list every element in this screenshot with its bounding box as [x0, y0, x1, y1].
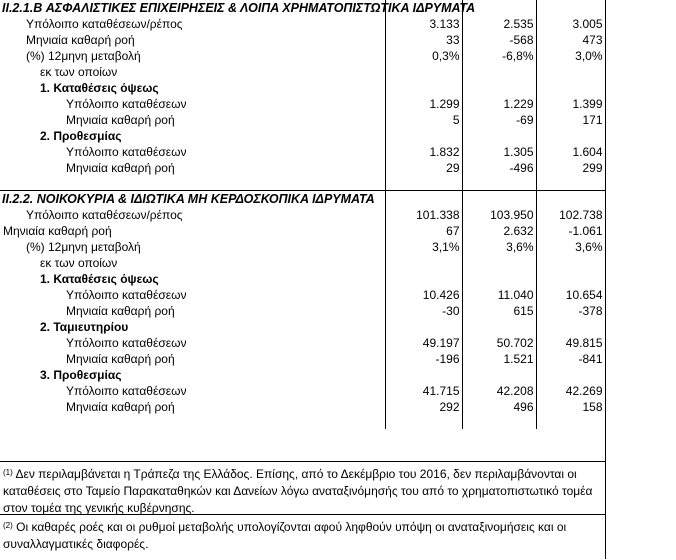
footnote-mark: (2): [3, 521, 13, 530]
table-row: [0, 96, 605, 112]
subsection-header: [0, 319, 605, 335]
cell-value: 3.133: [385, 16, 462, 32]
row-label: Υπόλοιπο καταθέσεων: [66, 384, 187, 398]
row-label: Υπόλοιπο καταθέσεων/ρέπος: [26, 17, 183, 31]
footnote-text: Οι καθαρές ροές και οι ρυθμοί μεταβολής υπολογίζονται αφού ληφθούν υπόψη οι αναταξινομήσεις και οι συναλλαγματικές διαφορές.: [3, 520, 567, 551]
row-label: (%) 12μηνη μεταβολή: [26, 49, 141, 63]
spacer-row: [0, 415, 605, 429]
table-row: [0, 144, 605, 160]
table-row: [0, 335, 605, 351]
table-row: [0, 351, 605, 367]
row-label: Υπόλοιπο καταθέσεων: [66, 97, 187, 111]
subsection-title: 1. Καταθέσεις όψεως: [40, 272, 159, 286]
subsection-header: [0, 271, 605, 287]
table-row: [0, 399, 605, 415]
of-which-label: εκ των οποίων: [40, 65, 118, 79]
table-row: [0, 64, 605, 80]
table-row: [0, 112, 605, 128]
row-label: Μηνιαία καθαρή ροή: [3, 224, 112, 238]
row-label: Υπόλοιπο καταθέσεων: [66, 288, 187, 302]
subsection-title: 2. Προθεσμίας: [40, 129, 122, 143]
cell-value: 29: [385, 160, 462, 176]
row-label: (%) 12μηνη μεταβολή: [26, 240, 141, 254]
table-row: [0, 223, 605, 239]
row-label: Μηνιαία καθαρή ροή: [66, 161, 175, 175]
cell-value: 10.426: [385, 287, 462, 303]
cell-value: 11.040: [462, 287, 536, 303]
cell-value: 3.005: [536, 16, 605, 32]
table-row: [0, 303, 605, 319]
table-row: [0, 255, 605, 271]
of-which-label: εκ των οποίων: [40, 256, 118, 270]
table-row: [0, 160, 605, 176]
cell-value: -196: [385, 351, 462, 367]
empty-right-column: [605, 0, 676, 559]
cell-value: 473: [536, 32, 605, 48]
subsection-header: [0, 128, 605, 144]
cell-value: 0,3%: [385, 48, 462, 64]
subsection-title: 3. Προθεσμίας: [40, 368, 122, 382]
section-header: [0, 0, 605, 16]
cell-value: 102.738: [536, 207, 605, 223]
cell-value: 101.338: [385, 207, 462, 223]
cell-value: 41.715: [385, 383, 462, 399]
cell-value: 1.229: [462, 96, 536, 112]
table-row: [0, 32, 605, 48]
cell-value: -378: [536, 303, 605, 319]
row-label: Μηνιαία καθαρή ροή: [66, 352, 175, 366]
table-row: [0, 383, 605, 399]
row-label: Υπόλοιπο καταθέσεων/ρέπος: [26, 208, 183, 222]
cell-value: -6,8%: [462, 48, 536, 64]
cell-value: 1.521: [462, 351, 536, 367]
cell-value: 496: [462, 399, 536, 415]
cell-value: 42.269: [536, 383, 605, 399]
cell-value: 1.399: [536, 96, 605, 112]
cell-value: 3,1%: [385, 239, 462, 255]
row-label: Μηνιαία καθαρή ροή: [26, 33, 135, 47]
cell-value: 615: [462, 303, 536, 319]
cell-value: 33: [385, 32, 462, 48]
cell-value: 3,6%: [462, 239, 536, 255]
row-label: Μηνιαία καθαρή ροή: [66, 113, 175, 127]
cell-value: 50.702: [462, 335, 536, 351]
section-title: II.2.1.B ΑΣΦΑΛΙΣΤΙΚΕΣ ΕΠΙΧΕΙΡΗΣΕΙΣ & ΛΟΙΠΑ ΧΡΗΜΑΤΟΠΙΣΤΩΤΙΚΑ ΙΔΡΥΜΑΤΑ: [2, 1, 476, 15]
footnote-1: [0, 461, 605, 514]
cell-value: 171: [536, 112, 605, 128]
cell-value: 2.632: [462, 223, 536, 239]
cell-value: 67: [385, 223, 462, 239]
subsection-title: 2. Ταμιευτηρίου: [40, 320, 129, 334]
cell-value: 49.197: [385, 335, 462, 351]
footnote-mark: (1): [3, 468, 13, 477]
spacer-row: [0, 176, 605, 191]
subsection-title: 1. Καταθέσεις όψεως: [40, 81, 159, 95]
row-label: Μηνιαία καθαρή ροή: [66, 400, 175, 414]
cell-value: 49.815: [536, 335, 605, 351]
subsection-header: [0, 80, 605, 96]
row-label: Υπόλοιπο καταθέσεων: [66, 336, 187, 350]
cell-value: 10.654: [536, 287, 605, 303]
table-row: [0, 16, 605, 32]
cell-value: 158: [536, 399, 605, 415]
cell-value: -30: [385, 303, 462, 319]
cell-value: -568: [462, 32, 536, 48]
cell-value: 3,0%: [536, 48, 605, 64]
table-row: [0, 239, 605, 255]
cell-value: 2.535: [462, 16, 536, 32]
subsection-header: [0, 367, 605, 383]
cell-value: 103.950: [462, 207, 536, 223]
table-row: [0, 207, 605, 223]
cell-value: 5: [385, 112, 462, 128]
cell-value: -496: [462, 160, 536, 176]
footnote-2: [0, 514, 605, 560]
footnote-text: Δεν περιλαμβάνεται η Τράπεζα της Ελλάδος. Επίσης, από το Δεκέμβριο του 2016, δεν περιλαμβάνονται οι καταθέσεις στο Ταμείο Παρακαταθηκών και Δανείων λόγω αναταξινόμησής του από το χρηματοπιστωτικό τομέα στον τομέα της γενικής κυβέρνησης.: [3, 467, 593, 515]
cell-value: 1.299: [385, 96, 462, 112]
cell-value: 299: [536, 160, 605, 176]
row-label: Μηνιαία καθαρή ροή: [66, 304, 175, 318]
cell-value: -841: [536, 351, 605, 367]
cell-value: 292: [385, 399, 462, 415]
cell-value: 1.305: [462, 144, 536, 160]
cell-value: 1.832: [385, 144, 462, 160]
cell-value: 3,6%: [536, 239, 605, 255]
row-label: Υπόλοιπο καταθέσεων: [66, 145, 187, 159]
cell-value: 1.604: [536, 144, 605, 160]
table-row: [0, 48, 605, 64]
cell-value: -1.061: [536, 223, 605, 239]
section-title: II.2.2. ΝΟΙΚΟΚΥΡΙΑ & ΙΔΙΩΤΙΚΑ ΜΗ ΚΕΡΔΟΣΚΟΠΙΚΑ ΙΔΡΥΜΑΤΑ: [0, 191, 385, 208]
table-row: [0, 287, 605, 303]
cell-value: -69: [462, 112, 536, 128]
section-header: [0, 191, 605, 208]
cell-value: 42.208: [462, 383, 536, 399]
